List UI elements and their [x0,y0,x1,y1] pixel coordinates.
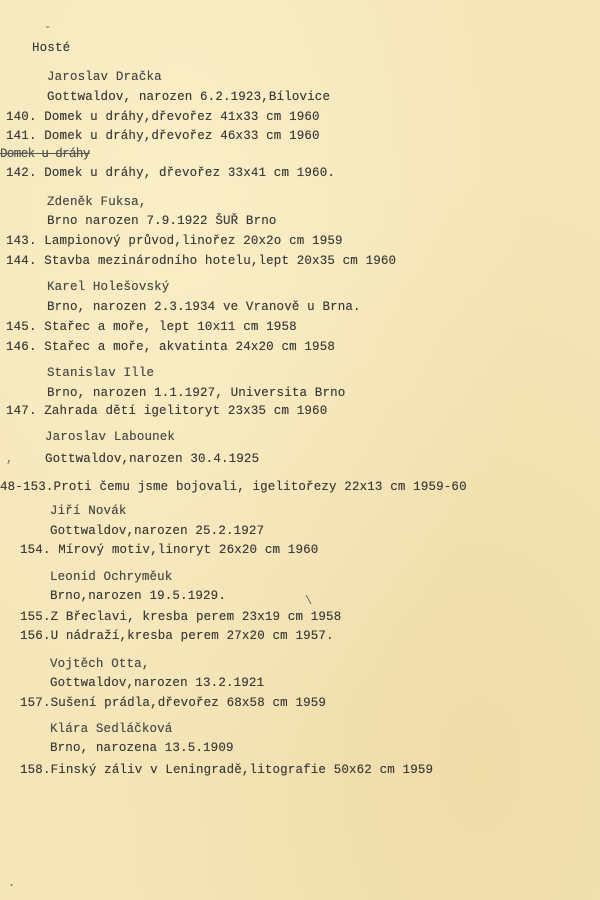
artwork-entry: 156.U nádraží,kresba perem 27x20 cm 1957. [20,629,334,643]
artwork-entry: 147. Zahrada dětí igelitoryt 23x35 cm 1960 [6,404,328,418]
artist-info: Gottwaldov,narozen 25.2.1927 [50,524,265,538]
artwork-entry: 142. Domek u dráhy, dřevořez 33x41 cm 1960. [6,166,336,180]
artist-name: Jaroslav Labounek [45,430,176,444]
artist-name: Zdeněk Fuksa, [47,195,147,209]
artist-info: Gottwaldov, narozen 6.2.1923,Bílovice [47,90,331,104]
artwork-entry: 155.Z Břeclavi, kresba perem 23x19 cm 1958 [20,610,342,624]
artist-name: Klára Sedláčková [50,722,173,736]
artwork-entry: 141. Domek u dráhy,dřevořez 46x33 cm 1960 [6,129,320,143]
artwork-entry: 145. Stařec a moře, lept 10x11 cm 1958 [6,320,297,334]
artist-name: Karel Holešovský [47,280,170,294]
artist-name: Stanislav Ille [47,366,155,380]
artist-name: Leonid Ochryměuk [50,570,173,584]
stray-mark: . [8,876,16,890]
artist-info: Brno, narozen 1.1.1927, Universita Brno [47,386,346,400]
artist-info: Brno, narozen 2.3.1934 ve Vranově u Brna. [47,300,361,314]
stray-mark: - [44,20,52,34]
artwork-entry: 48-153.Proti čemu jsme bojovali, igelitořezy 22x13 cm 1959-60 [0,480,467,494]
stray-mark: \ [305,594,313,608]
artist-name: Jaroslav Dračka [47,70,162,84]
page-heading: Hosté [32,41,71,55]
artist-info: Gottwaldov,narozen 30.4.1925 [45,452,260,466]
artwork-entry: 154. Mírový motiv,linoryt 26x20 cm 1960 [20,543,319,557]
artist-info: Brno,narozen 19.5.1929. [50,589,226,603]
artist-name: Jiří Novák [50,504,127,518]
artwork-entry: 157.Sušení prádla,dřevořez 68x58 cm 1959 [20,696,327,710]
artwork-entry: 146. Stařec a moře, akvatinta 24x20 cm 1958 [6,340,336,354]
artwork-entry: 158.Finský záliv v Leningradě,litografie 50x62 cm 1959 [20,763,434,777]
artwork-entry: 140. Domek u dráhy,dřevořez 41x33 cm 1960 [6,110,320,124]
artist-name: Vojtěch Otta, [50,657,150,671]
artwork-entry: 144. Stavba mezinárodního hotelu,lept 20x35 cm 1960 [6,254,397,268]
artist-info: Gottwaldov,narozen 13.2.1921 [50,676,265,690]
artist-info: Brno, narozena 13.5.1909 [50,741,234,755]
artwork-entry: 143. Lampionový průvod,linořez 20x2o cm 1959 [6,234,343,248]
stray-mark: , [6,452,14,466]
artist-info: Brno narozen 7.9.1922 ŠUŘ Brno [47,214,277,228]
crossed-out-entry: Domek u dráhy [0,147,90,161]
